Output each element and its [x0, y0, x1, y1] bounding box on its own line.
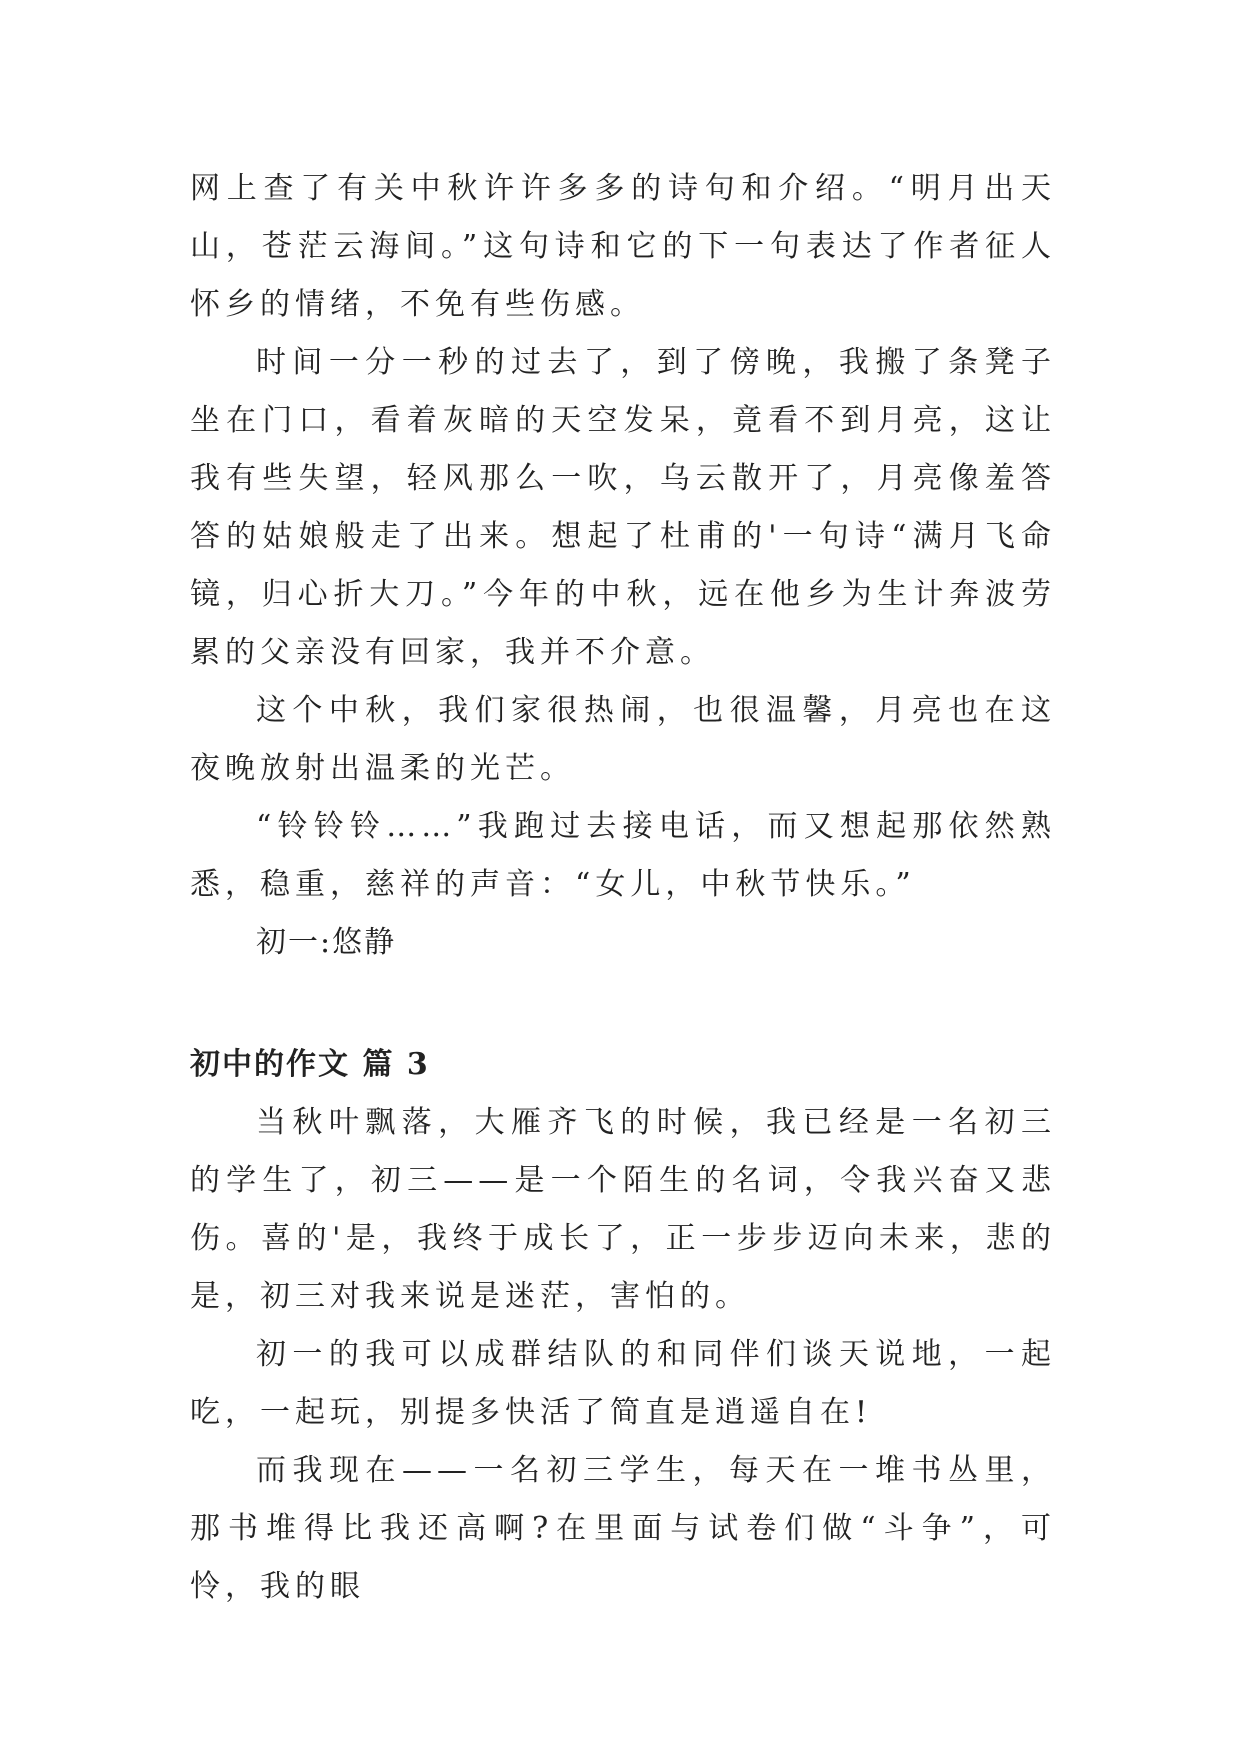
paragraph-family: 这个中秋，我们家很热闹，也很温馨，月亮也在这夜晚放射出温柔的光芒。: [190, 693, 1056, 786]
paragraph-grade-one: 初一的我可以成群结队的和同伴们谈天说地，一起吃，一起玩，别提多快活了简直是逍遥自在!: [190, 1337, 1056, 1430]
paragraph-evening: 时间一分一秒的过去了，到了傍晚，我搬了条凳子坐在门口，看着灰暗的天空发呆，竟看不到月亮，这让我有些失望，轻风那么一吹，乌云散开了，月亮像羞答答的姑娘般走了出来。想起了杜甫的'一句诗“满月飞命镜，归心折大刀。”今年的中秋，远在他乡为生计奔波劳累的父亲没有回家，我并不介意。: [190, 345, 1056, 670]
paragraph-autumn: 当秋叶飘落，大雁齐飞的时候，我已经是一名初三的学生了，初三——是一个陌生的名词，令我兴奋又悲伤。喜的'是，我终于成长了，正一步步迈向未来，悲的是，初三对我来说是迷茫，害怕的。: [190, 1105, 1056, 1314]
paragraph-grade-three: 而我现在——一名初三学生，每天在一堆书丛里，那书堆得比我还高啊?在里面与试卷们做“斗争”，可怜，我的眼: [190, 1453, 1056, 1604]
paragraph-phone-call: “铃铃铃……”我跑过去接电话，而又想起那依然熟悉，稳重，慈祥的声音：“女儿，中秋节快乐。”: [190, 809, 1056, 902]
author-signature: 初一:悠静: [256, 925, 397, 960]
document-page: [190, 160, 1056, 1616]
section-heading: 初中的作文 篇 3: [190, 1047, 430, 1082]
paragraph-moon-poem: 网上查了有关中秋许许多多的诗句和介绍。“明月出天山，苍茫云海间。”这句诗和它的下一句表达了作者征人怀乡的情绪，不免有些伤感。: [190, 171, 1056, 322]
